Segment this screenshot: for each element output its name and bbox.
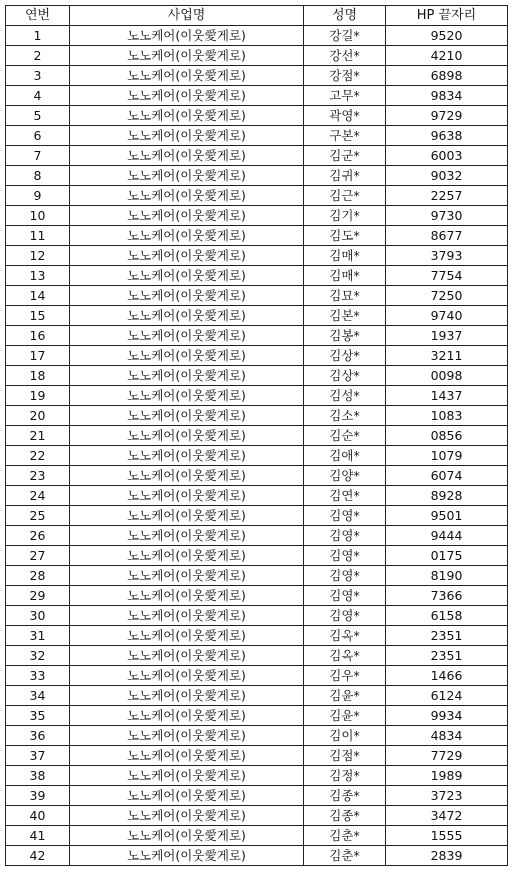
table-row <box>6 526 508 546</box>
cell-person-name: 김영* <box>304 506 386 526</box>
cell-program-name: 노노케어(이웃愛게로) <box>70 686 304 706</box>
table-row <box>6 26 508 46</box>
cell-phone-last-digits: 3472 <box>386 806 508 826</box>
cell-serial-number: 41 <box>6 826 70 846</box>
cell-phone-last-digits: 7729 <box>386 746 508 766</box>
cell-serial-number: 5 <box>6 106 70 126</box>
cell-person-name: 김소* <box>304 406 386 426</box>
cell-program-name: 노노케어(이웃愛게로) <box>70 386 304 406</box>
table-row <box>6 506 508 526</box>
cell-phone-last-digits: 1466 <box>386 666 508 686</box>
cell-serial-number: 20 <box>6 406 70 426</box>
cell-serial-number: 36 <box>6 726 70 746</box>
cell-serial-number: 22 <box>6 446 70 466</box>
table-row <box>6 846 508 866</box>
cell-person-name: 김매* <box>304 246 386 266</box>
cell-person-name: 김연* <box>304 486 386 506</box>
cell-phone-last-digits: 7250 <box>386 286 508 306</box>
table-row <box>6 466 508 486</box>
cell-person-name: 김옥* <box>304 626 386 646</box>
cell-program-name: 노노케어(이웃愛게로) <box>70 646 304 666</box>
participant-table-container <box>5 5 508 866</box>
cell-serial-number: 8 <box>6 166 70 186</box>
cell-program-name: 노노케어(이웃愛게로) <box>70 406 304 426</box>
table-row <box>6 786 508 806</box>
cell-phone-last-digits: 1555 <box>386 826 508 846</box>
cell-serial-number: 42 <box>6 846 70 866</box>
cell-phone-last-digits: 2351 <box>386 646 508 666</box>
cell-program-name: 노노케어(이웃愛게로) <box>70 626 304 646</box>
table-row <box>6 246 508 266</box>
cell-person-name: 김순* <box>304 426 386 446</box>
table-row <box>6 666 508 686</box>
cell-phone-last-digits: 6124 <box>386 686 508 706</box>
cell-phone-last-digits: 1989 <box>386 766 508 786</box>
cell-phone-last-digits: 3723 <box>386 786 508 806</box>
header-program-name: 사업명 <box>70 6 304 26</box>
table-row <box>6 566 508 586</box>
table-row <box>6 226 508 246</box>
table-row <box>6 706 508 726</box>
cell-phone-last-digits: 2351 <box>386 626 508 646</box>
cell-person-name: 김상* <box>304 366 386 386</box>
cell-person-name: 김양* <box>304 466 386 486</box>
table-row <box>6 586 508 606</box>
cell-phone-last-digits: 2839 <box>386 846 508 866</box>
cell-program-name: 노노케어(이웃愛게로) <box>70 326 304 346</box>
cell-phone-last-digits: 9730 <box>386 206 508 226</box>
cell-phone-last-digits: 0098 <box>386 366 508 386</box>
cell-phone-last-digits: 0175 <box>386 546 508 566</box>
cell-program-name: 노노케어(이웃愛게로) <box>70 226 304 246</box>
table-row <box>6 266 508 286</box>
table-row <box>6 106 508 126</box>
cell-serial-number: 29 <box>6 586 70 606</box>
table-row <box>6 46 508 66</box>
cell-serial-number: 2 <box>6 46 70 66</box>
cell-phone-last-digits: 9834 <box>386 86 508 106</box>
cell-person-name: 김도* <box>304 226 386 246</box>
table-row <box>6 726 508 746</box>
cell-serial-number: 33 <box>6 666 70 686</box>
table-row <box>6 286 508 306</box>
table-row <box>6 486 508 506</box>
table-row <box>6 126 508 146</box>
cell-program-name: 노노케어(이웃愛게로) <box>70 206 304 226</box>
table-row <box>6 606 508 626</box>
cell-person-name: 김귀* <box>304 166 386 186</box>
cell-phone-last-digits: 9444 <box>386 526 508 546</box>
cell-serial-number: 11 <box>6 226 70 246</box>
cell-serial-number: 37 <box>6 746 70 766</box>
cell-serial-number: 31 <box>6 626 70 646</box>
table-row <box>6 66 508 86</box>
cell-person-name: 고무* <box>304 86 386 106</box>
cell-phone-last-digits: 8677 <box>386 226 508 246</box>
cell-program-name: 노노케어(이웃愛게로) <box>70 706 304 726</box>
cell-person-name: 강선* <box>304 46 386 66</box>
cell-person-name: 김근* <box>304 186 386 206</box>
cell-program-name: 노노케어(이웃愛게로) <box>70 26 304 46</box>
cell-serial-number: 13 <box>6 266 70 286</box>
table-row <box>6 686 508 706</box>
cell-person-name: 김이* <box>304 726 386 746</box>
cell-program-name: 노노케어(이웃愛게로) <box>70 726 304 746</box>
cell-serial-number: 17 <box>6 346 70 366</box>
cell-person-name: 김애* <box>304 446 386 466</box>
cell-phone-last-digits: 4834 <box>386 726 508 746</box>
cell-person-name: 강점* <box>304 66 386 86</box>
cell-person-name: 김윤* <box>304 706 386 726</box>
cell-person-name: 김점* <box>304 746 386 766</box>
cell-serial-number: 12 <box>6 246 70 266</box>
table-row <box>6 326 508 346</box>
table-row <box>6 646 508 666</box>
cell-program-name: 노노케어(이웃愛게로) <box>70 766 304 786</box>
cell-program-name: 노노케어(이웃愛게로) <box>70 746 304 766</box>
cell-person-name: 김봉* <box>304 326 386 346</box>
table-row <box>6 146 508 166</box>
table-row <box>6 806 508 826</box>
cell-program-name: 노노케어(이웃愛게로) <box>70 346 304 366</box>
cell-phone-last-digits: 9032 <box>386 166 508 186</box>
table-row <box>6 166 508 186</box>
header-phone-last-digits: HP 끝자리 <box>386 6 508 26</box>
cell-program-name: 노노케어(이웃愛게로) <box>70 86 304 106</box>
cell-phone-last-digits: 8928 <box>386 486 508 506</box>
cell-person-name: 김종* <box>304 806 386 826</box>
cell-program-name: 노노케어(이웃愛게로) <box>70 606 304 626</box>
table-row <box>6 86 508 106</box>
cell-person-name: 김옥* <box>304 646 386 666</box>
cell-phone-last-digits: 3211 <box>386 346 508 366</box>
cell-program-name: 노노케어(이웃愛게로) <box>70 486 304 506</box>
cell-serial-number: 34 <box>6 686 70 706</box>
table-row <box>6 386 508 406</box>
table-row <box>6 186 508 206</box>
cell-person-name: 곽영* <box>304 106 386 126</box>
table-row <box>6 426 508 446</box>
cell-person-name: 김영* <box>304 526 386 546</box>
cell-program-name: 노노케어(이웃愛게로) <box>70 506 304 526</box>
cell-serial-number: 16 <box>6 326 70 346</box>
cell-serial-number: 32 <box>6 646 70 666</box>
cell-person-name: 김영* <box>304 546 386 566</box>
cell-program-name: 노노케어(이웃愛게로) <box>70 466 304 486</box>
cell-program-name: 노노케어(이웃愛게로) <box>70 266 304 286</box>
cell-phone-last-digits: 9740 <box>386 306 508 326</box>
cell-person-name: 김상* <box>304 346 386 366</box>
header-serial-number: 연번 <box>6 6 70 26</box>
cell-program-name: 노노케어(이웃愛게로) <box>70 826 304 846</box>
cell-program-name: 노노케어(이웃愛게로) <box>70 666 304 686</box>
cell-phone-last-digits: 6074 <box>386 466 508 486</box>
cell-serial-number: 3 <box>6 66 70 86</box>
cell-person-name: 김묘* <box>304 286 386 306</box>
cell-person-name: 김영* <box>304 586 386 606</box>
cell-person-name: 김윤* <box>304 686 386 706</box>
cell-serial-number: 9 <box>6 186 70 206</box>
cell-serial-number: 21 <box>6 426 70 446</box>
cell-program-name: 노노케어(이웃愛게로) <box>70 586 304 606</box>
table-row <box>6 346 508 366</box>
cell-person-name: 구본* <box>304 126 386 146</box>
cell-phone-last-digits: 0856 <box>386 426 508 446</box>
cell-person-name: 김종* <box>304 786 386 806</box>
cell-person-name: 김매* <box>304 266 386 286</box>
cell-phone-last-digits: 9520 <box>386 26 508 46</box>
cell-phone-last-digits: 4210 <box>386 46 508 66</box>
cell-phone-last-digits: 1083 <box>386 406 508 426</box>
cell-serial-number: 40 <box>6 806 70 826</box>
cell-serial-number: 38 <box>6 766 70 786</box>
cell-program-name: 노노케어(이웃愛게로) <box>70 146 304 166</box>
cell-serial-number: 39 <box>6 786 70 806</box>
table-row <box>6 766 508 786</box>
cell-program-name: 노노케어(이웃愛게로) <box>70 166 304 186</box>
cell-serial-number: 26 <box>6 526 70 546</box>
cell-person-name: 김기* <box>304 206 386 226</box>
cell-phone-last-digits: 8190 <box>386 566 508 586</box>
cell-person-name: 김군* <box>304 146 386 166</box>
cell-program-name: 노노케어(이웃愛게로) <box>70 526 304 546</box>
table-row <box>6 366 508 386</box>
cell-serial-number: 27 <box>6 546 70 566</box>
cell-serial-number: 35 <box>6 706 70 726</box>
table-row <box>6 206 508 226</box>
cell-phone-last-digits: 9501 <box>386 506 508 526</box>
cell-serial-number: 18 <box>6 366 70 386</box>
cell-serial-number: 23 <box>6 466 70 486</box>
cell-phone-last-digits: 9729 <box>386 106 508 126</box>
cell-program-name: 노노케어(이웃愛게로) <box>70 186 304 206</box>
cell-program-name: 노노케어(이웃愛게로) <box>70 426 304 446</box>
cell-program-name: 노노케어(이웃愛게로) <box>70 446 304 466</box>
cell-person-name: 김성* <box>304 386 386 406</box>
cell-person-name: 김정* <box>304 766 386 786</box>
cell-phone-last-digits: 1937 <box>386 326 508 346</box>
cell-person-name: 강길* <box>304 26 386 46</box>
cell-serial-number: 15 <box>6 306 70 326</box>
cell-program-name: 노노케어(이웃愛게로) <box>70 46 304 66</box>
cell-program-name: 노노케어(이웃愛게로) <box>70 786 304 806</box>
cell-phone-last-digits: 9934 <box>386 706 508 726</box>
participant-table <box>5 5 508 866</box>
table-row <box>6 546 508 566</box>
cell-phone-last-digits: 3793 <box>386 246 508 266</box>
cell-phone-last-digits: 6158 <box>386 606 508 626</box>
table-row <box>6 826 508 846</box>
cell-serial-number: 28 <box>6 566 70 586</box>
cell-serial-number: 24 <box>6 486 70 506</box>
cell-phone-last-digits: 1437 <box>386 386 508 406</box>
cell-person-name: 김춘* <box>304 846 386 866</box>
cell-phone-last-digits: 6003 <box>386 146 508 166</box>
cell-program-name: 노노케어(이웃愛게로) <box>70 286 304 306</box>
cell-program-name: 노노케어(이웃愛게로) <box>70 566 304 586</box>
cell-serial-number: 7 <box>6 146 70 166</box>
cell-person-name: 김본* <box>304 306 386 326</box>
cell-serial-number: 25 <box>6 506 70 526</box>
cell-serial-number: 10 <box>6 206 70 226</box>
cell-program-name: 노노케어(이웃愛게로) <box>70 306 304 326</box>
table-row <box>6 746 508 766</box>
cell-serial-number: 30 <box>6 606 70 626</box>
cell-phone-last-digits: 6898 <box>386 66 508 86</box>
table-row <box>6 306 508 326</box>
cell-person-name: 김춘* <box>304 826 386 846</box>
cell-program-name: 노노케어(이웃愛게로) <box>70 126 304 146</box>
table-row <box>6 626 508 646</box>
cell-program-name: 노노케어(이웃愛게로) <box>70 806 304 826</box>
cell-program-name: 노노케어(이웃愛게로) <box>70 366 304 386</box>
cell-phone-last-digits: 1079 <box>386 446 508 466</box>
cell-serial-number: 4 <box>6 86 70 106</box>
cell-serial-number: 19 <box>6 386 70 406</box>
header-person-name: 성명 <box>304 6 386 26</box>
cell-person-name: 김영* <box>304 566 386 586</box>
cell-phone-last-digits: 2257 <box>386 186 508 206</box>
table-row <box>6 406 508 426</box>
cell-phone-last-digits: 7754 <box>386 266 508 286</box>
cell-program-name: 노노케어(이웃愛게로) <box>70 66 304 86</box>
cell-serial-number: 14 <box>6 286 70 306</box>
cell-serial-number: 6 <box>6 126 70 146</box>
cell-program-name: 노노케어(이웃愛게로) <box>70 246 304 266</box>
table-header-row <box>6 6 508 26</box>
table-row <box>6 446 508 466</box>
cell-phone-last-digits: 7366 <box>386 586 508 606</box>
cell-program-name: 노노케어(이웃愛게로) <box>70 546 304 566</box>
cell-program-name: 노노케어(이웃愛게로) <box>70 846 304 866</box>
cell-phone-last-digits: 9638 <box>386 126 508 146</box>
table-body <box>6 26 508 866</box>
cell-person-name: 김영* <box>304 606 386 626</box>
cell-person-name: 김우* <box>304 666 386 686</box>
cell-serial-number: 1 <box>6 26 70 46</box>
cell-program-name: 노노케어(이웃愛게로) <box>70 106 304 126</box>
